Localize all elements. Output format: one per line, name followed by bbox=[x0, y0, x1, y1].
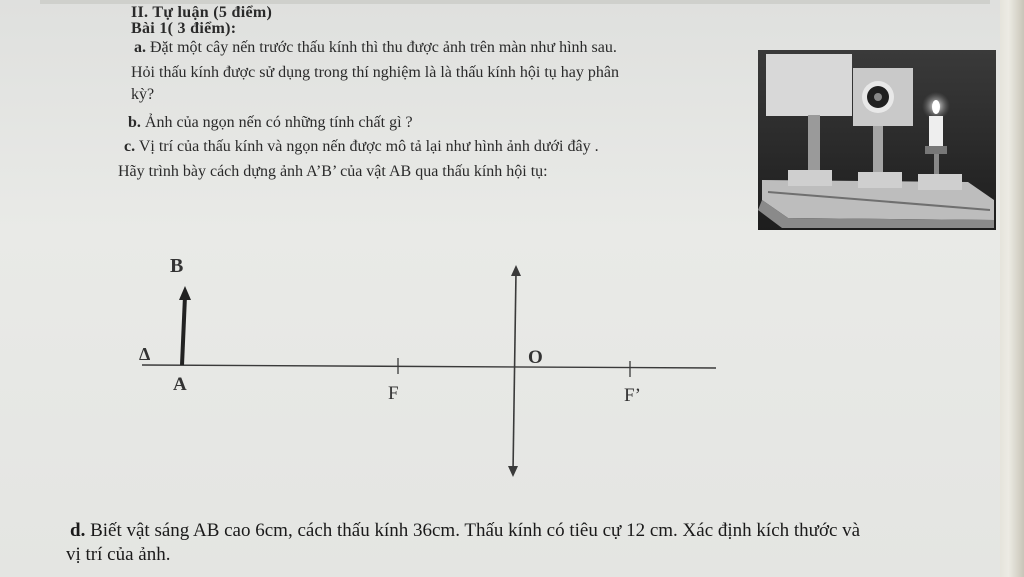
question-d-line2: vị trí của ảnh. bbox=[66, 544, 171, 565]
question-a-label: a. bbox=[134, 39, 146, 56]
question-c-label: c. bbox=[124, 138, 136, 155]
question-b bbox=[128, 114, 413, 132]
question-d-line1 bbox=[70, 520, 860, 542]
label-delta: Δ bbox=[139, 344, 151, 364]
question-a-line2: Hỏi thấu kính được sử dụng trong thí nghiệm là là thấu kính hội tụ hay phân bbox=[131, 64, 619, 81]
question-d-label: d. bbox=[70, 520, 86, 541]
screen-shape bbox=[766, 54, 852, 116]
label-O: O bbox=[528, 347, 543, 368]
label-F-prime: F’ bbox=[624, 385, 641, 406]
experiment-photo-svg bbox=[758, 50, 996, 230]
question-a-text: Đặt một cây nến trước thấu kính thì thu được ảnh trên màn như hình sau. bbox=[150, 39, 617, 56]
question-a-line3: kỳ? bbox=[131, 86, 155, 103]
question-c-line2: Hãy trình bày cách dựng ảnh A’B’ của vật AB qua thấu kính hội tụ: bbox=[118, 163, 548, 180]
object-arrow-shaft bbox=[182, 296, 185, 365]
lens-bottom-arrow bbox=[508, 466, 518, 477]
label-F: F bbox=[388, 383, 399, 404]
label-A: A bbox=[173, 374, 187, 395]
label-B: B bbox=[170, 255, 184, 277]
question-d-text: Biết vật sáng AB cao 6cm, cách thấu kính 36cm. Thấu kính có tiêu cự 12 cm. Xác định kích thước và bbox=[90, 520, 861, 541]
question-b-text: Ảnh của ngọn nến có những tính chất gì ? bbox=[144, 114, 413, 131]
question-a-line1 bbox=[134, 39, 617, 57]
lens-ray-diagram bbox=[130, 250, 730, 490]
experiment-photo bbox=[758, 50, 996, 230]
convex-lens-line bbox=[513, 272, 516, 472]
exercise-title: Bài 1( 3 điểm): bbox=[131, 20, 237, 37]
question-c-text: Vị trí của thấu kính và ngọn nến được mô tả lại như hình ảnh dưới đây . bbox=[138, 138, 599, 155]
object-arrow-head bbox=[179, 286, 191, 300]
question-c-line1 bbox=[124, 138, 599, 156]
lens-top-arrow bbox=[511, 265, 521, 276]
section-title: II. Tự luận (5 điểm) bbox=[131, 4, 273, 21]
question-b-label: b. bbox=[128, 114, 141, 131]
